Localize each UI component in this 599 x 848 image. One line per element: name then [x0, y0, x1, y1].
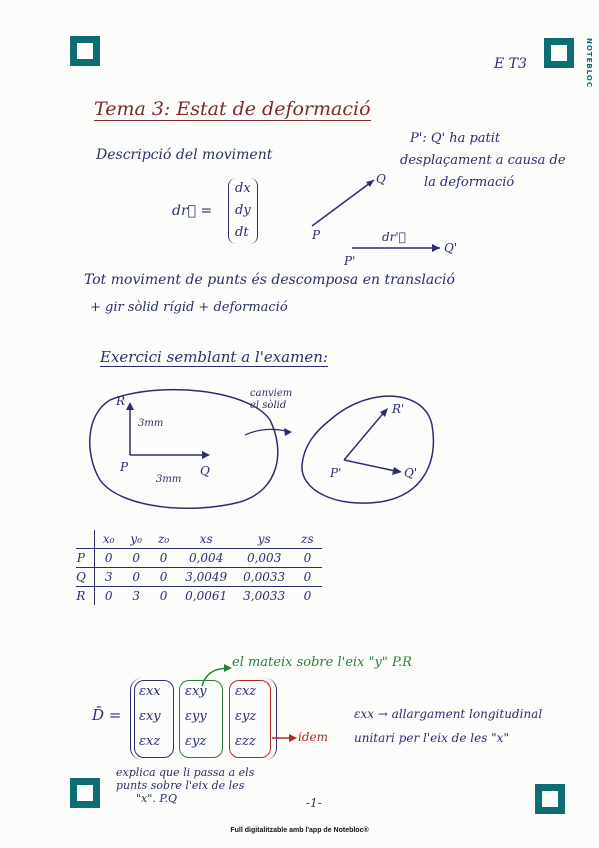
- vector-entry: dx: [235, 181, 251, 196]
- table-cell: Q: [76, 568, 94, 587]
- matrix-cell: εxx: [139, 684, 161, 699]
- section-heading: Descripció del moviment: [96, 147, 273, 163]
- table-row: [76, 568, 322, 587]
- corner-marker-icon: [544, 38, 574, 68]
- transform-arrow: [245, 429, 290, 435]
- table-cell: 0: [293, 549, 321, 568]
- page-number: -1-: [306, 796, 322, 810]
- label-p: P: [120, 460, 129, 474]
- arrowhead-icon: [126, 402, 134, 410]
- table-header: ys: [235, 530, 293, 549]
- note-line: la deformació: [424, 175, 515, 190]
- solid-outline-right: [302, 396, 433, 503]
- label-q-prime: Q': [404, 466, 418, 480]
- matrix-cell: εxz: [235, 684, 257, 699]
- table-cell: 0: [150, 549, 177, 568]
- note-line: explica que li passa a els: [116, 766, 255, 779]
- corner-marker-icon: [70, 778, 100, 808]
- note-line: P': Q' ha patit: [410, 131, 501, 146]
- red-arrow: [270, 728, 300, 748]
- table-cell: 3,0033: [243, 589, 286, 603]
- table-cell: 3,0049: [177, 568, 235, 587]
- label-3mm-horizontal: 3mm: [156, 474, 182, 485]
- label-3mm-vertical: 3mm: [138, 418, 164, 429]
- table-cell: 3: [132, 589, 141, 603]
- table-cell: 0,0033: [235, 568, 293, 587]
- vector-entry: dy: [235, 203, 251, 218]
- note-line: el sòlid: [250, 400, 287, 411]
- arrowhead-icon: [284, 428, 292, 436]
- table-header: xs: [177, 530, 235, 549]
- corner-marker-icon: [70, 36, 100, 66]
- table-cell: 0,0061: [185, 589, 228, 603]
- vector-label-dr-prime: dr'⃗: [382, 230, 406, 244]
- matrix-cell: εxy: [139, 709, 161, 724]
- footer-text: Full digitalitzable amb l'app de Notebloc®: [230, 827, 369, 834]
- matrix-cell: εyz: [235, 709, 257, 724]
- page-title: [94, 98, 371, 120]
- table-cell: 0: [122, 568, 150, 587]
- brand-label: NOTEBLOC: [585, 38, 593, 88]
- arrowhead-icon: [432, 244, 440, 252]
- table-cell: 0: [94, 549, 122, 568]
- label-p-prime: P': [330, 466, 342, 480]
- point-label-q: Q: [376, 172, 386, 186]
- matrix-cell: εyz: [185, 734, 207, 749]
- corner-marker-icon: [535, 784, 565, 814]
- table-cell: 0,004: [177, 549, 235, 568]
- segment-pr-prime: [344, 410, 386, 460]
- bottom-note: [116, 766, 254, 805]
- table-cell: 0: [104, 589, 113, 603]
- table-cell: R: [76, 587, 94, 606]
- table-header: y₀: [122, 530, 150, 549]
- vector-entry: dt: [235, 225, 249, 240]
- transform-note: [250, 388, 292, 412]
- segment-pq-prime: [344, 460, 400, 472]
- matrix-lhs: D̄ =: [92, 706, 122, 724]
- matrix-cell: εxz: [139, 734, 161, 749]
- table-header: z₀: [150, 530, 177, 549]
- table-cell: 0: [122, 549, 150, 568]
- right-note: [354, 702, 542, 750]
- table-header: [76, 530, 94, 549]
- summary-line: Tot moviment de punts és descomposa en translació: [84, 272, 455, 288]
- point-label-p-prime: P': [344, 254, 356, 268]
- matrix-cell: εzz: [235, 734, 256, 749]
- matrix-cell: εxy: [185, 684, 207, 699]
- label-r-prime: R': [392, 402, 405, 416]
- matrix-cell: εyy: [185, 709, 207, 724]
- arrowhead-icon: [392, 467, 402, 475]
- note-line: punts sobre l'eix de les: [116, 779, 245, 792]
- red-note: idem: [298, 730, 328, 744]
- table-cell: 0: [303, 589, 312, 603]
- vector-lhs: dr⃗ =: [172, 203, 213, 219]
- note-line: desplaçament a causa de: [400, 153, 566, 168]
- table-header: x₀: [94, 530, 122, 549]
- label-r: R: [116, 394, 126, 408]
- note-line: εxx → allargament longitudinal: [354, 707, 543, 721]
- table-cell: 0,003: [235, 549, 293, 568]
- note-line: canviem: [250, 388, 293, 399]
- table-row: [76, 587, 322, 606]
- exercise-heading-text: Exercici semblant a l'examen:: [100, 348, 328, 366]
- table-header: zs: [293, 530, 321, 549]
- page-title-text: Tema 3: Estat de deformació: [94, 98, 371, 120]
- point-label-q-prime: Q': [444, 241, 458, 255]
- label-q: Q: [200, 464, 210, 478]
- table-cell: 3: [94, 568, 122, 587]
- table-cell: 0: [150, 568, 177, 587]
- green-note: el mateix sobre l'eix "y" P.R: [232, 655, 412, 670]
- vector-dr: [312, 180, 374, 226]
- point-label-p: P: [312, 228, 321, 242]
- deformation-matrix: [130, 678, 277, 760]
- table-cell: P: [76, 549, 94, 568]
- arrowhead-icon: [202, 451, 210, 459]
- table-row: [76, 549, 322, 568]
- exercise-heading: [100, 348, 328, 366]
- coordinates-table: [76, 530, 322, 605]
- vector-column: [228, 178, 258, 244]
- table-cell: 0: [159, 589, 168, 603]
- summary-line: + gir sòlid rígid + deformació: [90, 300, 288, 315]
- table-cell: 0: [293, 568, 321, 587]
- header-tag: E T3: [494, 56, 527, 72]
- note-line: unitari per l'eix de les "x": [354, 731, 509, 745]
- note-line: "x". P.Q: [136, 792, 178, 805]
